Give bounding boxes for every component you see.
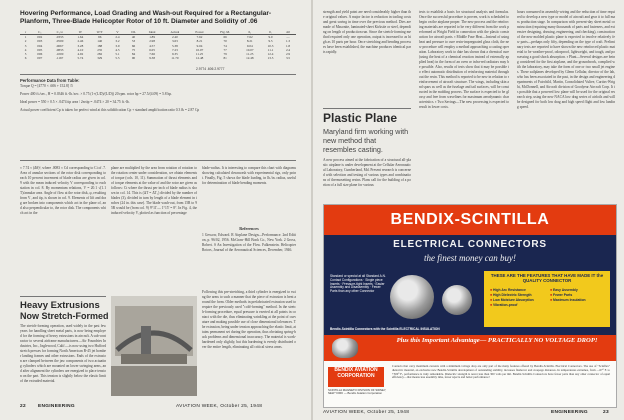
table-cell: 40 [131,35,136,40]
table-cell: 2 [24,39,27,44]
plastic-plane-title: Plastic Plane [323,111,398,125]
table-cell: 1.64 [77,35,84,40]
table-cell: 7.62 [196,35,203,40]
table-row [20,56,296,60]
table-cell: 7.66 [149,52,155,57]
table-cell: 003 [37,39,43,44]
section-rule [20,160,296,161]
connector-photo-2 [442,285,472,315]
table-cell: 006 [37,52,43,57]
table-rule [20,74,296,75]
connector-photo-3 [332,338,358,358]
table-cell: .0500 [55,39,64,44]
table-cell: 235 [97,47,103,52]
table-title: Hovering Performance, Load Grading and Wash-out Required for a Rectangular-Planform, Three-Blade Helicopter Rotor of 10 ft. Diameter and Solidity of .06 [20,10,272,25]
extrusion-press-photo [111,296,197,396]
table-cell: .0333 [55,35,64,40]
ad-features-box [484,271,610,327]
table-cell: 9.38 [149,56,155,61]
ad-navy-panel [324,235,616,361]
section-label-left: ENGINEERING [38,404,75,409]
table-header-cell: W [78,30,82,34]
table-cell: 79 [223,52,227,57]
references-heading: References [239,226,259,231]
feature-item: ■ High Dielectric Strength [490,293,532,297]
table-cell: 84 [131,52,136,57]
table-cell: 12.48 [195,56,204,61]
table-header-cell: θ₁ [269,30,272,34]
table-cell: 282 [97,52,103,57]
table-cell: 002 [37,35,43,40]
table-cell: 2.4 [285,47,291,52]
table-cell: 9.04 [246,43,253,48]
table-cell: 140 [97,39,103,44]
formula-4: Actual power coefficient Cp is taken for perfect wind at this solidification Cp + standard amplification ratio 0.3 & = 2.87 Cp [20,108,200,112]
ad-slim-line: Bendix-Scintilla Connectors with the Scintilla ELECTRICAL INSULATION [330,327,440,331]
table-cell: 12.4 [267,52,274,57]
heavy-extrusions-subtitle: Now Stretch-Formed [20,311,109,321]
table-cell: 4.57 [149,43,155,48]
magazine-label-right: AVIATION WEEK, October 25, 1948 [323,410,410,415]
table-header-cell: V [116,30,119,34]
table-cell: 10.07 [246,47,254,52]
column-3-text: blade-radius. It is interesting to compare this chart with diagrams showing calculated downwash with experimental rigs, only point. Finally, Fig. 5 shows the blade loading, in lb./in. radius, useful for determination of blade bending moments. [202,166,296,185]
page-number-left: 22 [20,404,26,409]
table-cell: 4.10 [77,47,84,52]
ad-advantage-title: Plus this Important Advantage— PRACTICALLY NO VOLTAGE DROP! [396,337,598,344]
table-cell: 004 [37,43,43,48]
table-cell: 2.4 [115,35,120,40]
table-cell: 66 [223,35,227,40]
table-cell: 11.25 [195,52,204,57]
left-page [0,0,311,420]
table-cell: 1.3 [285,39,291,44]
plastic-plane-subtitle: Maryland firm working with new method that resembles casting. [323,127,409,154]
feature-item: ■ Easy Assembly [550,288,578,292]
ad-body: Contacts that carry maximum currents with a minimum voltage drop are only part of the many features offered by Bendix-Scintilla. Electrical Connectors. The use of "Scinflex" dielectric material, an exclusive new Bendix-Scintilla development of outstanding stability, increases flashover and creepage distances. In temperatures extremes, from —67° F. to +300° F., performance is truly remarkable. Dielectric strength is never less than 300 volts per mil. Bendix-Scintilla Connectors have fewer parts than any other connector of equal efficiency—that means less assembly time, fewer rejects and better performance! [392,364,610,380]
table-cell: 4.5 [115,47,120,52]
table-header-cell: DL [131,30,136,34]
right-column-2: tests to establish a basis for structural analysis and formulas. Once the successful procedure is proven, work is scheduled to begin on the airplane proper. The new process and the reinforcing materials are reported to be very different from the work performed at Wright Field in connection with the plastic construction for aircraft parts. ▪ Middle Fuse Heat—Instead of using heat and pressure to cure resin-impregnated glass cloth, the new procedure will employ a method approaching a casting operation. Laboratory work to date has shown that a chemical cure (using the heat of a chemical reaction instead of externally applied heat) in the form of an oven or infra-red radiators may be possible. Also, results of tests show that it may be possible to effect automatic distribution of reinforcing material throughout the resin. This method is reported to be new in relation to reinforcement of aircraft structure. The wings, including skin and spars as well as the fuselage and tail surfaces, will be constructed in the molding process. The surface is expected to be glossy and free from wavelines for maximum aerodynamic characteristics. ▪ Two Savings—The new processing is expected to result in lower costs. [419,10,509,109]
table-cell: 9.0 [268,35,273,40]
table-header-cell: C₀ [38,30,42,34]
table-cell: 2.9 [285,52,291,57]
plastic-rule [323,108,411,109]
table-header-cell: W/T [96,30,103,34]
table-cell: 4 [24,47,27,52]
table-cell: 10.07 [195,47,204,52]
table-cell: 11.70 [171,56,179,61]
table-header-cell: Δθ [286,30,290,34]
ad-brand: BENDIX-SCINTILLA [324,205,616,235]
ad-side-features: Standard or special at all Standard A.N. Contact Configurations · Single piece Inserts · Pressure-tight Inserts · Easier Assembly and Disassembly · Fewer Parts than any other Connector [330,274,386,294]
photo-graphic [111,296,197,396]
table-cell: 66 [131,43,136,48]
table-cell: .0833 [55,47,64,52]
connector-photo-1 [390,275,434,319]
ad-red-banner [324,335,616,361]
feature-item: ■ Low Moisture Absorption [490,298,534,302]
table-footer: 2.9774 .606 2.9777 [196,67,225,71]
table-cell: 75 [131,47,136,52]
table-cell: 3.63 [172,39,178,44]
table-cell: 13.5 [267,56,274,61]
table-cell: 90 [131,56,136,61]
table-header-cell: Fig. M. [220,30,231,34]
lower-right-text: Following this pre-stretching, a third cylinder is energized to swing the arms to such a manner that the piece of extrusion is bent around the form. Older methods in prefabricated extrusion used to require the previously used "cold-forming" method. In the stretch-forming procedure, equal pressure is exerted at all points in contact with the die, thus eliminating wrinkling at the point of curvature and making possible use of close dimensional tolerances. The extrusion, being under tension approaching the elastic limit, attains permanent set during the operation, thus obviating spring-back problems and dimensional inaccuracy. The material is work-hardened only slightly, but this hardening is evenly distributed over the entire length, eliminating all critical stress areas. [202,290,296,349]
table-cell: .0667 [55,43,64,48]
table-cell: 6 [24,56,27,61]
magazine-label-left: AVIATION WEEK, October 25, 1948 [176,404,263,409]
table-cell: 96 [98,35,102,40]
table-header-cell: r [24,30,27,34]
table-cell: 3.2 [115,39,120,44]
table-cell: 2.46 [77,39,84,44]
table-header-cell: Ideal [148,30,156,34]
table-cell: 9.04 [196,43,203,48]
table-cell: 3.9 [115,43,120,48]
table-cell: 6.05 [149,47,155,52]
table-cell: 11.25 [246,52,254,57]
table-cell: 007 [37,56,43,61]
table-cell: 5 [24,52,27,57]
plastic-plane-text: A new process aimed at the fabrication of a structural all-plastic airplane is under development at the Cellular Aeronautical Laboratory, Cumberland, Md. Present research is concerned with selection and testing of various types and combinations of thermosetting resins. Plans call for the building of a portion of a full size plane for various [323,158,411,187]
table-cell: 81 [223,56,227,61]
table-cell: 10.3 [267,43,274,48]
performance-table [20,30,296,60]
feature-item: ■ Vibration-proof [490,303,517,307]
table-cell: 8.21 [196,39,203,44]
table-cell: 1.8 [285,43,291,48]
bendix-scintilla-ad [323,204,617,408]
right-column-1-top: strength and yield point are need considerably higher than the original values. A major factor is reduction in tooling costs and great saving in time over the previous method. Dies are made of Masonite, laminated-sheet Kirksite or steel, depending on length of production run. Since the stretch-forming method required only one operation, output is increased to as high as 10 parts per hour. Once stretching and bending processes have been established, the machine produces identical parts rapidly. [323,10,411,54]
table-cell: 74 [223,43,227,48]
formula-2: Power 400 ft./sec., H = 0.0346 ft.-lb./sec. × 0.75 (1+(L/D)/(L/D)) 20 rpm. rotor hp = 27.5/(4.09) = 5.8 hp. [20,92,172,96]
perf-title: Performance Data from Table: [20,78,80,83]
table-cell: 3 [24,43,27,48]
column-2-text: plane are multiplied by the area from rotation of rotation to the rotation center under consideration, we obtain elements of torque (cols. 10, 11). Summation of thrust elements and of torque elements at the value of and the rotor are given as follows: Ct where the thrust per inch of blade radius is shown in col. 14. This is (ΔT = ΔT₀) divided by the number of blades (3), divided in turn by length of a blade element in inches (24 in. this case). The blade wash-out, from 15R to 95R would be (from col. 9) 9°11'— 1°15' = 8°. In Fig. 4, the induced velocity V, plotted as function of percentage [111,166,197,215]
table-cell: 7.23 [172,47,178,52]
table-cell: 12.48 [246,56,254,61]
right-column-3: hours consumed in assembly-wiring and the reduction of time required to develop a new type or model of aircraft and gear it to full mass production stage. In comparison with present-day sheet metal construction (requiring many thousands of parts and fasteners, and extensive designing, drawing, engineering, and checking), construction of the new molded plastic plane is expected to involve relatively few parts—perhaps only fifty, depending on the type of craft. Preliminary tests are reported to have shown the new reinforced plastic material to be weather-proof, odorproof, lightweight, and tough, and possessing a good shock absorption. ▪ Plant—Several designs are being considered for the first airplane, and the groundwork, complied with the laboratory, may take the form of one or two small jet engines. These sailplanes developed by Glenn Cellular, director of the lab, who has been associated in the past, in the design and engineering departments of Fairchild, Martin, Consolidated Vultee, Curtiss-Wright, McDonnell, and Aircraft division of Goodyear Aircraft Corp. It is possible that a powered low plane will be used for the original research step, using the new NACA low drag series of airfoils and will be designed for both low drag and high speed flight and low landing speed. [517,10,615,109]
table-cell: 5.1 [115,52,120,57]
table-header-cell: θ₀ [248,30,252,34]
feature-item: ■ High Arc Resistance [490,288,526,292]
table-cell: 9.35 [172,52,178,57]
table-cell: 70 [223,39,227,44]
table-body [20,35,296,61]
table-cell: .1167 [56,56,64,61]
section-label-right: ENGINEERING [551,410,588,415]
table-header-cell: Actual [170,30,180,34]
column-1-text: ≈ 7.74 ≈ (Δθ)², where .0083 ≈ Cd corresponding to Ci of .7. Area of annular sections of the rotor disk corresponding to each 10 percent increment of blade radius are given in col. 9 with the mean induced velocity V corresponding to each station in col. 8. By momentum relations, V = 20.1 √(1.1T)/annular area. Angle of flow at the rotor disk, φ, resulting from V₁ and tip, is shown in col. 9. Elements of lift and drag are broken into components which act in the plane of, and also perpendicular to, the rotor disk. The components which act in the [20,166,106,215]
ad-tagline: the finest money can buy! [424,253,516,263]
table-cell: 9.5 [268,39,273,44]
table-cell: 005 [37,47,43,52]
feature-item: ■ Fewer Parts [550,293,572,297]
ad-features-title: THESE ARE THE FEATURES THAT HAVE MADE IT the QUALITY CONNECTOR [490,273,604,284]
table-cell: 5.5 [115,56,120,61]
table-cell: 1 [24,35,27,40]
table-cell: 5.74 [77,56,84,61]
feature-item: ■ Maximum Insulation [550,298,586,302]
table-cell: 77 [223,47,227,52]
table-cell: 2.98 [149,39,155,44]
table-header-cell: C₀/σ [56,30,63,34]
formula-3: Ideal power = 550 × 0.5 × .0474 tip area / 2πrtip = .0474 × 20 = 34.75 ft.-lb. [20,100,130,104]
table-cell: 1.89 [149,35,155,40]
table-cell: 7.62 [246,35,253,40]
table-cell: 329 [97,56,103,61]
table-cell: 8.21 [246,39,253,44]
table-cell: 5.38 [172,43,178,48]
page-number-right: 23 [603,410,609,415]
references-text: 1 Gessow, Edward. R Airplane Design—Performance. 2nd Edition, p. 96/02, 1956. McGraw-Hill Book Co., New York. 2 Gross, Robert. S An Investigation of the Flow. Falkenstein. Helicopter Rotors, Journal of the Aeronautical Sciences, December, 1946. [202,233,296,252]
table-cell: 11.1 [267,47,274,52]
ad-logo: BENDIX AVIATION CORPORATION [328,367,384,387]
heavy-extrusions-title: Heavy Extrusions [20,300,100,311]
table-cell: .1000 [55,52,64,57]
table-cell: 4.92 [77,52,84,57]
formula-1: Torque Q = [4770 × .606 + 152.8] /5 [20,84,73,88]
article-rule [20,296,106,297]
ad-address: SCINTILLA MAGNETO DIVISION OF SIDNEY, NEW YORK — Bendix Aviation Corporation [328,388,387,396]
table-cell: 3.5 [285,56,291,61]
table-header-cell: Power [195,30,204,34]
table-cell: 188 [97,43,103,48]
table-cell: — [286,35,290,40]
table-cell: 53 [131,39,136,44]
table-cell: 2.40 [172,35,178,40]
heavy-extrusions-text: The stretch-forming operation, used widely in the past few years for handling sheet metal parts, is now being employed for the forming of heavy extrusions in aircraft. A sub-contractor to several airframe manufacturers—Air Foundries Industries, Inc., Inglewood, Calif.—is now using two Hufford stretch presses for forming North American B-45 jet bomber landing frames and other extrusions. Ends of the extrusion are clamped between the jaw components of two actuating cylinders which are mounted on lower swinging arms, and after alignment the cylinders are energized to place tension on the part. This tension is slightly below the elastic limit of the extruded material. [20,324,106,383]
table-cell: 3.28 [77,43,84,48]
ad-headline: ELECTRICAL CONNECTORS [393,239,547,250]
right-page [313,0,624,420]
